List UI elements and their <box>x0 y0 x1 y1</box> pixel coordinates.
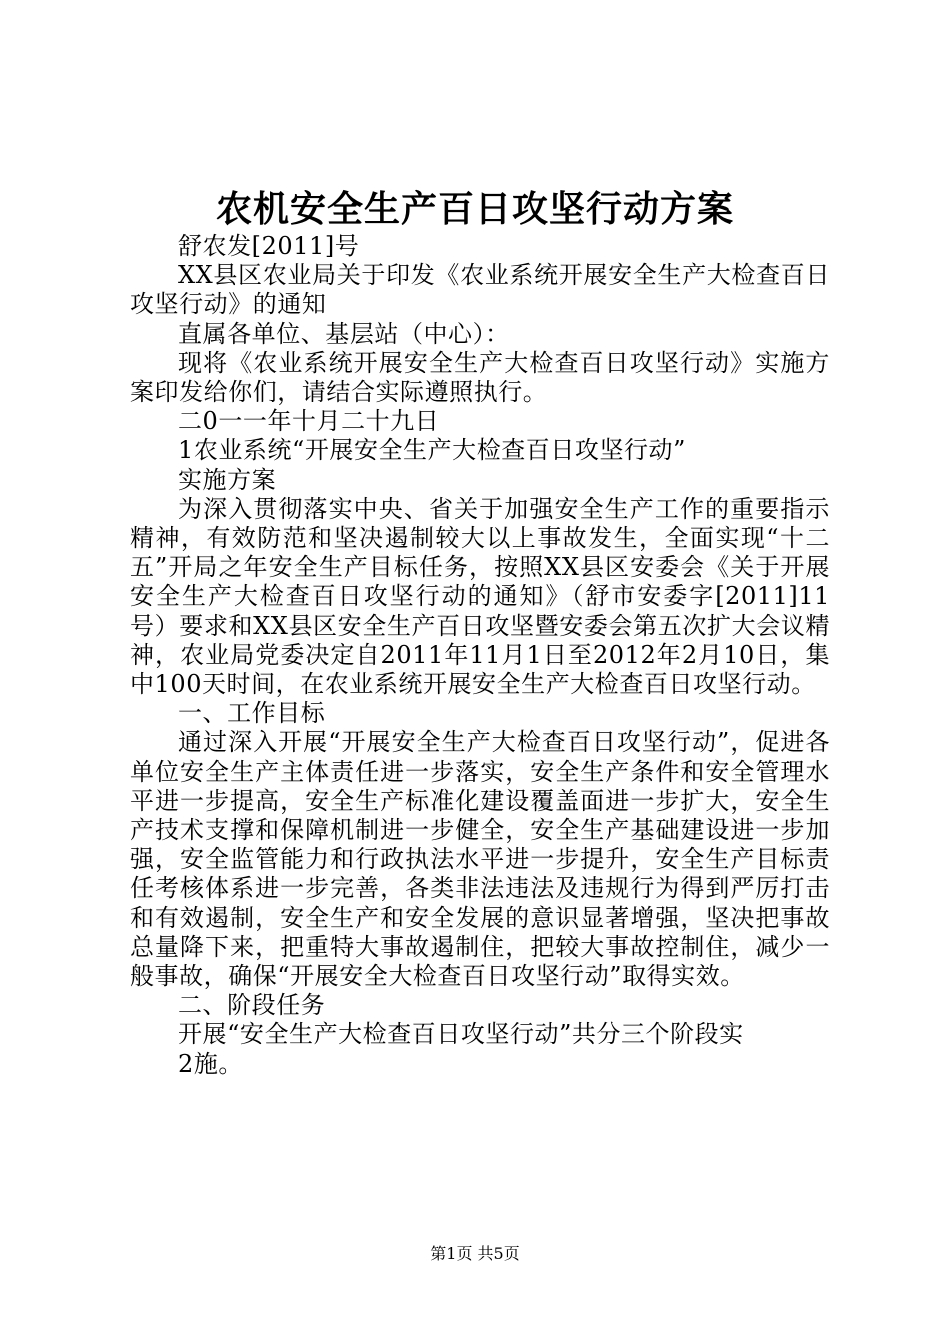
issue-date: 二0一一年十月二十九日 <box>178 407 440 436</box>
plan-title-line2: 实施方案 <box>178 465 277 494</box>
section-heading-goals: 一、工作目标 <box>178 699 326 728</box>
goals-paragraph: 通过深入开展“开展安全生产大检查百日攻坚行动”，促进各单位安全生产主体责任进一步落实，安全生产条件和安全管理水平进一步提高，安全生产标准化建设覆盖面进一步扩大，安全生产技术支撑和保障机制进一步健全，安全生产基础建设进一步加强，安全监管能力和行政执法水平进一步提升，安全生产目标责任考核体系进一步完善，各类非法违法及违规行为得到严厉打击和有效遏制，安全生产和安全发展的意识显著增强，坚决把事故总量降下来，把重特大事故遏制住，把较大事故控制住，减少一般事故，确保“开展安全大检查百日攻坚行动”取得实效。 <box>130 728 830 991</box>
document-title: 农机安全生产百日攻坚行动方案 <box>215 188 734 230</box>
document-body <box>130 232 830 1079</box>
page-footer: 第1页 共5页 <box>430 1244 520 1263</box>
notice-heading: XX县区农业局关于印发《农业系统开展安全生产大检查百日攻坚行动》的通知 <box>130 261 830 319</box>
plan-title-line1: 1农业系统“开展安全生产大检查百日攻坚行动” <box>178 436 686 465</box>
intro-paragraph: 为深入贯彻落实中央、省关于加强安全生产工作的重要指示精神，有效防范和坚决遏制较大以上事故发生，全面实现“十二五”开局之年安全生产目标任务，按照XX县区安委会《关于开展安全生产大检查百日攻坚行动的通知》（舒市安委字[2011]11号）要求和XX县区安全生产百日攻坚暨安委会第五次扩大会议精神，农业局党委决定自2011年11月1日至2012年2月10日，集中100天时间，在农业系统开展安全生产大检查百日攻坚行动。 <box>130 494 830 699</box>
stages-paragraph: 开展“安全生产大检查百日攻坚行动”共分三个阶段实 <box>178 1020 744 1049</box>
addressee: 直属各单位、基层站（中心）： <box>178 319 510 348</box>
section-heading-stages: 二、阶段任务 <box>178 991 326 1020</box>
notice-body: 现将《农业系统开展安全生产大检查百日攻坚行动》实施方案印发给你们，请结合实际遵照执行。 <box>130 348 830 407</box>
stages-paragraph-continued: 2施。 <box>178 1049 243 1078</box>
document-number: 舒农发[2011]号 <box>178 232 360 260</box>
